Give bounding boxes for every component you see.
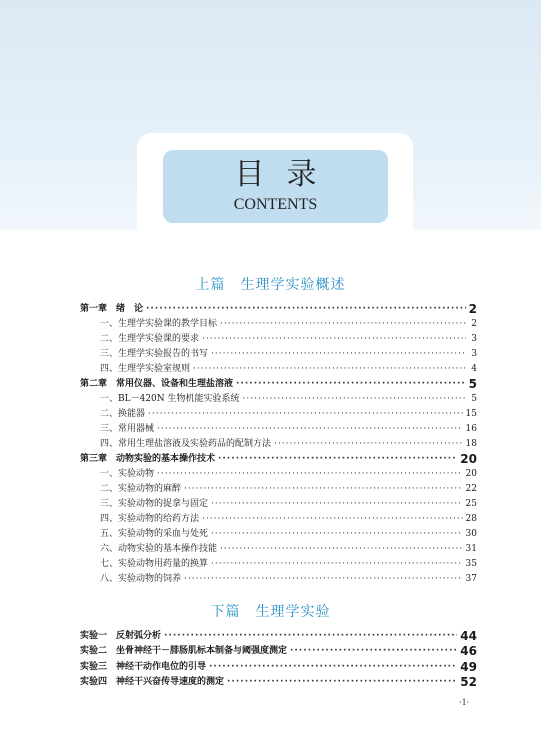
entry-page-number: 3	[471, 349, 477, 359]
entry-page-number: 37	[465, 574, 477, 584]
dot-leader	[157, 423, 463, 436]
dot-leader	[157, 468, 463, 481]
entry-label: 四、生理学实验室规则	[100, 364, 191, 374]
entry-page-number: 3	[471, 334, 477, 344]
toc-part2	[80, 627, 477, 689]
entry-label: 一、BL－420N 生物机能实验系统	[100, 394, 240, 404]
dot-leader	[202, 333, 466, 346]
entry-page-number: 30	[465, 529, 477, 539]
toc-section-entry[interactable]	[80, 421, 477, 436]
entry-label: 二、换能器	[100, 409, 146, 419]
toc-section-entry[interactable]	[80, 331, 477, 346]
dot-leader	[220, 318, 466, 331]
dot-leader	[227, 676, 457, 689]
entry-label: 一、生理学实验课的教学目标	[100, 319, 218, 329]
entry-page-number: 4	[471, 364, 477, 374]
toc-section-entry[interactable]	[80, 496, 477, 511]
entry-page-number: 5	[471, 394, 477, 404]
dot-leader	[236, 378, 466, 391]
dot-leader	[148, 408, 463, 421]
entry-label: 一、实验动物	[100, 469, 155, 479]
entry-page-number: 20	[460, 452, 477, 466]
toc-section-entry[interactable]	[80, 481, 477, 496]
toc-experiment-entry[interactable]	[80, 643, 477, 659]
dot-leader	[193, 363, 466, 376]
dot-leader	[146, 303, 466, 316]
entry-label: 第三章 动物实验的基本操作技术	[80, 454, 216, 464]
toc-section-entry[interactable]	[80, 466, 477, 481]
toc-experiment-entry[interactable]	[80, 674, 477, 690]
part2-title: 下篇 生理学实验	[210, 604, 331, 620]
entry-label: 五、实验动物的采血与处死	[100, 529, 209, 539]
toc-section-entry[interactable]	[80, 526, 477, 541]
dot-leader	[184, 483, 463, 496]
toc-chapter-entry[interactable]	[80, 301, 477, 316]
dot-leader	[209, 661, 457, 674]
entry-page-number: 2	[471, 319, 477, 329]
dot-leader	[218, 453, 457, 466]
dot-leader	[211, 498, 463, 511]
toc-chapter-entry[interactable]	[80, 451, 477, 466]
toc-experiment-entry[interactable]	[80, 658, 477, 674]
dot-leader	[164, 630, 457, 643]
entry-label: 实验四 神经干兴奋传导速度的测定	[80, 677, 225, 687]
entry-label: 八、实验动物的饲养	[100, 574, 182, 584]
part1-title: 上篇 生理学实验概述	[195, 277, 346, 293]
contents-title-box	[163, 150, 388, 223]
entry-page-number: 44	[460, 628, 477, 643]
entry-page-number: 35	[465, 559, 477, 569]
entry-label: 三、生理学实验报告的书写	[100, 349, 209, 359]
entry-label: 六、动物实验的基本操作技能	[100, 544, 218, 554]
toc-section-entry[interactable]	[80, 541, 477, 556]
toc-section-entry[interactable]	[80, 406, 477, 421]
dot-leader	[211, 558, 463, 571]
entry-page-number: 31	[465, 544, 477, 554]
toc-section-entry[interactable]	[80, 316, 477, 331]
entry-label: 三、实验动物的捉拿与固定	[100, 499, 209, 509]
toc-section-entry[interactable]	[80, 346, 477, 361]
entry-label: 第二章 常用仪器、设备和生理盐溶液	[80, 379, 234, 389]
entry-page-number: 52	[460, 675, 477, 689]
entry-label: 二、实验动物的麻醉	[100, 484, 182, 494]
dot-leader	[211, 528, 463, 541]
entry-label: 实验二 坐骨神经干－腓肠肌标本制备与阈强度测定	[80, 646, 288, 656]
entry-page-number: 25	[465, 499, 477, 509]
toc-section-entry[interactable]	[80, 511, 477, 526]
entry-label: 二、生理学实验课的要求	[100, 334, 200, 344]
entry-page-number: 15	[465, 409, 477, 419]
entry-label: 实验一 反射弧分析	[80, 630, 162, 641]
dot-leader	[184, 573, 463, 586]
page-number: ·1·	[458, 697, 470, 707]
entry-page-number: 2	[468, 302, 477, 316]
toc-section-entry[interactable]	[80, 361, 477, 376]
entry-label: 四、实验动物的给药方法	[100, 514, 200, 524]
dot-leader	[202, 513, 463, 526]
title-english: CONTENTS	[233, 196, 318, 213]
toc-chapter-entry[interactable]	[80, 376, 477, 391]
toc-section-entry[interactable]	[80, 391, 477, 406]
dot-leader	[211, 348, 466, 361]
toc-section-entry[interactable]	[80, 556, 477, 571]
entry-label: 四、常用生理盐溶液及实验药品的配制方法	[100, 439, 272, 449]
dot-leader	[220, 543, 463, 556]
toc-experiment-entry[interactable]	[80, 627, 477, 643]
entry-page-number: 28	[465, 514, 477, 524]
entry-page-number: 49	[460, 659, 477, 674]
toc-section-entry[interactable]	[80, 571, 477, 586]
dot-leader	[274, 438, 463, 451]
entry-label: 七、实验动物用药量的换算	[100, 559, 209, 569]
dot-leader	[243, 393, 466, 406]
entry-page-number: 16	[465, 424, 477, 434]
toc-part1	[80, 301, 477, 586]
entry-page-number: 20	[465, 469, 477, 479]
entry-page-number: 22	[465, 484, 477, 494]
entry-page-number: 18	[465, 439, 477, 449]
entry-label: 三、常用器械	[100, 424, 155, 434]
entry-page-number: 5	[468, 377, 477, 391]
entry-label: 实验三 神经干动作电位的引导	[80, 661, 207, 672]
title-chinese: 目录	[234, 157, 339, 192]
entry-page-number: 46	[460, 644, 477, 658]
toc-section-entry[interactable]	[80, 436, 477, 451]
entry-label: 第一章 绪 论	[80, 304, 144, 314]
dot-leader	[290, 645, 457, 658]
